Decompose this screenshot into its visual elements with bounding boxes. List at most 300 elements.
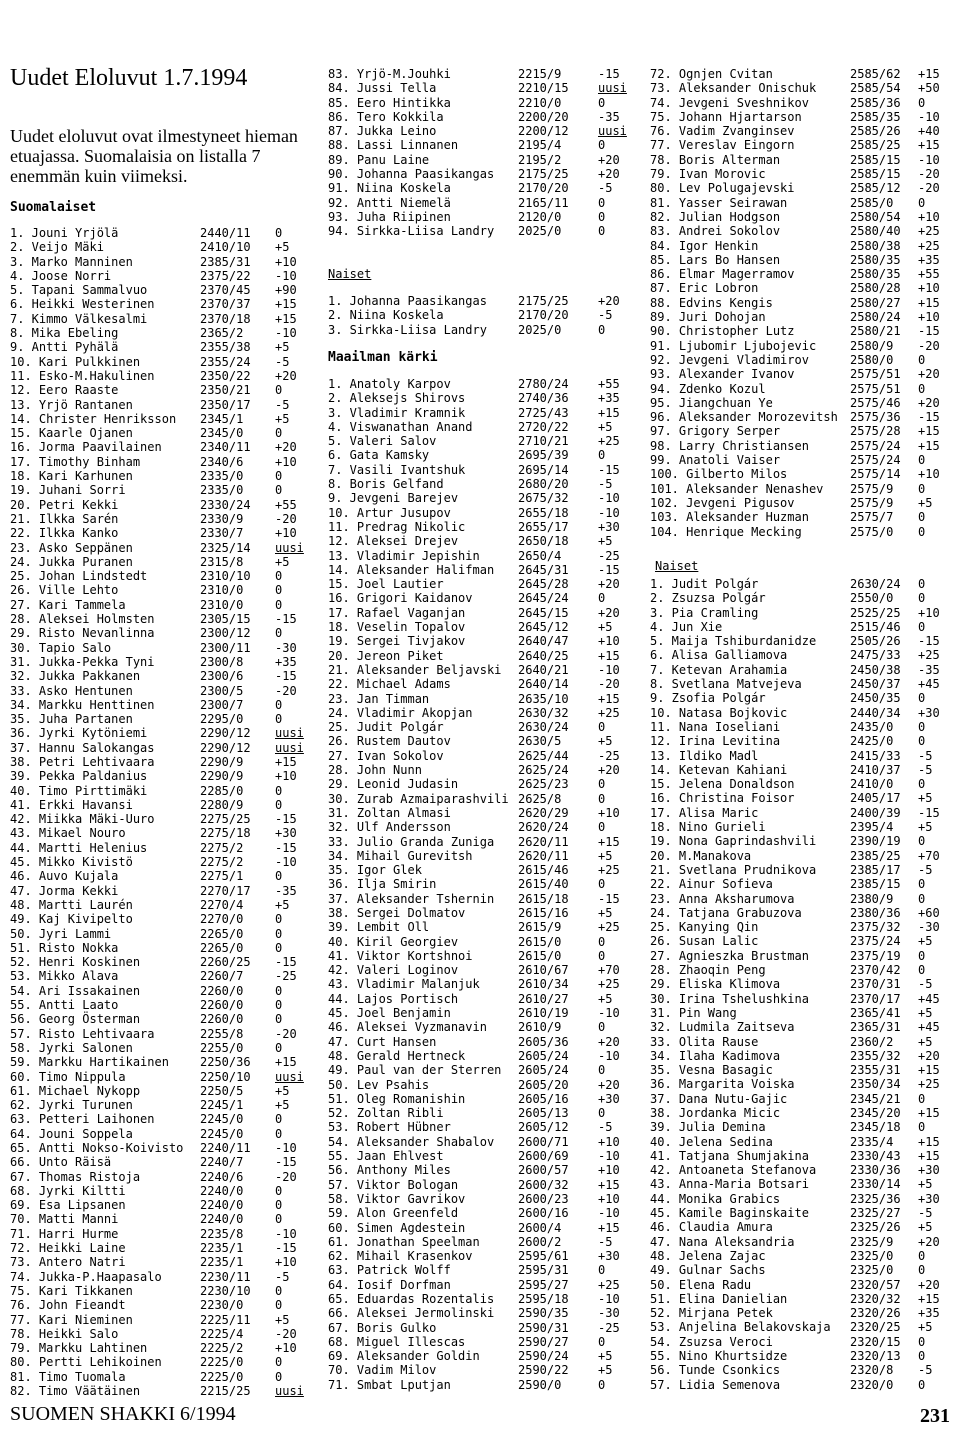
rating-change: -15: [918, 410, 940, 425]
rating-games: 2375/24: [850, 934, 901, 949]
player-name: 27. Agnieszka Brustman: [650, 948, 809, 963]
rating-change: +10: [275, 1255, 297, 1270]
table-row: [328, 877, 638, 891]
table-row: [328, 820, 638, 834]
table-row: [328, 634, 638, 648]
table-row: [650, 1306, 955, 1320]
player-name: 83. Yrjö-M.Jouhki: [328, 67, 451, 81]
table-row: [10, 669, 310, 683]
table-row: [328, 67, 638, 81]
rating-change: 0: [598, 195, 606, 210]
rating-change: +70: [598, 963, 620, 978]
world-top-list-continued: [650, 67, 955, 539]
table-row: [10, 612, 310, 626]
rating-games: 2165/11: [518, 195, 569, 210]
rating-games: 2595/27: [518, 1277, 569, 1292]
player-name: 104. Henrique Mecking: [650, 524, 802, 539]
player-name: 92. Antti Niemelä: [328, 195, 451, 210]
rating-change: 0: [275, 1040, 283, 1055]
rating-games: 2720/22: [518, 419, 569, 434]
rating-change: +5: [598, 620, 613, 635]
rating-change: +5: [598, 991, 613, 1006]
rating-games: 2410/37: [850, 762, 901, 777]
table-row: [10, 1127, 310, 1141]
player-name: 93. Alexander Ivanov: [650, 367, 795, 382]
player-name: 7. Vasili Ivantshuk: [328, 462, 466, 477]
table-row: [328, 153, 638, 167]
player-name: 20. Jereon Piket: [328, 648, 444, 663]
rating-games: 2400/39: [850, 805, 901, 820]
rating-games: 2245/0: [200, 1112, 244, 1127]
player-name: 51. Elina Danielian: [650, 1291, 788, 1306]
rating-games: 2615/9: [518, 920, 562, 935]
player-name: 20. Petri Kekki: [10, 497, 119, 512]
rating-games: 2225/11: [200, 1312, 251, 1327]
table-row: [10, 326, 310, 340]
table-row: [10, 1055, 310, 1069]
rating-games: 2300/5: [200, 683, 244, 698]
table-row: [10, 1141, 310, 1155]
player-name: 26. Rustem Dautov: [328, 734, 451, 749]
player-name: 43. Mikael Nouro: [10, 826, 126, 841]
rating-games: 2170/20: [518, 181, 569, 196]
rating-games: 2620/11: [518, 834, 569, 849]
rating-games: 2780/24: [518, 377, 569, 391]
player-name: 19. Juhani Sorri: [10, 483, 126, 498]
rating-games: 2605/20: [518, 1077, 569, 1092]
rating-games: 2250/10: [200, 1069, 251, 1084]
table-row: [328, 520, 638, 534]
player-name: 91. Niina Koskela: [328, 181, 451, 196]
rating-games: 2280/9: [200, 797, 244, 812]
table-row: [10, 583, 310, 597]
rating-change: uusi: [275, 1384, 304, 1399]
table-row: [650, 67, 955, 81]
rating-change: +5: [598, 1363, 613, 1378]
table-row: [328, 1092, 638, 1106]
table-row: [650, 877, 955, 891]
rating-games: 2365/31: [850, 1020, 901, 1035]
table-row: [10, 469, 310, 483]
rating-change: -20: [275, 1026, 297, 1041]
player-name: 51. Risto Nokka: [10, 940, 119, 955]
rating-games: 2580/38: [850, 238, 901, 253]
rating-change: +25: [598, 705, 620, 720]
player-name: 47. Curt Hansen: [328, 1034, 437, 1049]
rating-change: 0: [918, 381, 926, 396]
rating-change: -25: [275, 969, 297, 984]
rating-change: 0: [918, 1349, 926, 1364]
table-row: [10, 984, 310, 998]
table-row: [328, 1335, 638, 1349]
player-name: 48. Jelena Zajac: [650, 1248, 766, 1263]
rating-change: +20: [598, 1034, 620, 1049]
table-row: [10, 826, 310, 840]
rating-games: 2295/0: [200, 712, 244, 727]
table-row: [650, 591, 955, 605]
rating-games: 2595/31: [518, 1263, 569, 1278]
player-name: 9. Jevgeni Barejev: [328, 491, 459, 506]
rating-change: -15: [598, 462, 620, 477]
table-row: [328, 1178, 638, 1192]
table-row: [650, 1349, 955, 1363]
rating-games: 2310/0: [200, 583, 244, 598]
table-row: [650, 806, 955, 820]
player-name: 40. Jelena Sedina: [650, 1134, 773, 1149]
table-row: [650, 1378, 955, 1392]
player-name: 8. Svetlana Matvejeva: [650, 677, 802, 692]
rating-games: 2595/61: [518, 1249, 569, 1264]
table-row: [10, 1112, 310, 1126]
rating-change: 0: [275, 998, 283, 1013]
rating-games: 2585/36: [850, 95, 901, 110]
rating-change: uusi: [275, 740, 304, 755]
rating-change: -5: [598, 181, 613, 196]
table-row: [10, 383, 310, 397]
rating-change: +25: [918, 238, 940, 253]
table-row: [328, 167, 638, 181]
rating-games: 2405/17: [850, 791, 901, 806]
rating-games: 2585/26: [850, 124, 901, 139]
player-name: 55. Jaan Ehlvest: [328, 1149, 444, 1164]
rating-change: -15: [598, 67, 620, 81]
table-row: [650, 849, 955, 863]
rating-games: 2330/9: [200, 511, 244, 526]
rating-games: 2255/0: [200, 1040, 244, 1055]
rating-change: -25: [598, 748, 620, 763]
table-row: [328, 720, 638, 734]
rating-games: 2285/0: [200, 783, 244, 798]
rating-games: 2645/31: [518, 562, 569, 577]
rating-games: 2710/21: [518, 434, 569, 449]
player-name: 25. Kanying Qin: [650, 920, 759, 935]
player-name: 43. Vladimir Malanjuk: [328, 977, 480, 992]
player-name: 29. Risto Nevanlinna: [10, 626, 155, 641]
table-row: [10, 1298, 310, 1312]
player-name: 48. Martti Laurén: [10, 897, 133, 912]
rating-change: +10: [275, 1341, 297, 1356]
table-row: [650, 577, 955, 591]
player-name: 66. Unto Räisä: [10, 1155, 112, 1170]
table-row: [650, 181, 955, 195]
table-row: [650, 1063, 955, 1077]
player-name: 4. Joose Norri: [10, 268, 112, 283]
table-row: [650, 296, 955, 310]
rating-change: -5: [918, 748, 933, 763]
rating-change: +10: [275, 254, 297, 269]
table-row: [10, 455, 310, 469]
rating-games: 2325/36: [850, 1191, 901, 1206]
table-row: [10, 726, 310, 740]
rating-games: 2525/25: [850, 605, 901, 620]
rating-games: 2440/11: [200, 226, 251, 240]
rating-change: +45: [918, 677, 940, 692]
rating-change: 0: [275, 1012, 283, 1027]
player-name: 32. Ludmila Zaitseva: [650, 1020, 795, 1035]
rating-change: +5: [275, 554, 290, 569]
rating-change: -15: [275, 669, 297, 684]
table-row: [328, 1278, 638, 1292]
table-row: [328, 391, 638, 405]
player-name: 29. Leonid Judasin: [328, 777, 459, 792]
rating-games: 2425/0: [850, 734, 894, 749]
table-row: [10, 240, 310, 254]
rating-games: 2300/12: [200, 626, 251, 641]
table-row: [10, 1027, 310, 1041]
table-row: [328, 434, 638, 448]
rating-games: 2655/17: [518, 519, 569, 534]
rating-change: +25: [598, 863, 620, 878]
rating-change: -10: [598, 1149, 620, 1164]
player-name: 35. Juha Partanen: [10, 712, 133, 727]
rating-games: 2335/0: [200, 469, 244, 484]
rating-change: -10: [598, 505, 620, 520]
rating-games: 2635/10: [518, 691, 569, 706]
rating-change: +45: [918, 991, 940, 1006]
rating-games: 2375/22: [200, 268, 251, 283]
player-name: 65. Eduardas Rozentalis: [328, 1292, 495, 1306]
rating-games: 2300/8: [200, 654, 244, 669]
player-name: 48. Gerald Hertneck: [328, 1048, 466, 1063]
player-name: 13. Vladimir Jepishin: [328, 548, 480, 563]
player-name: 5. Maija Tshiburdanidze: [650, 634, 817, 649]
rating-games: 2380/36: [850, 905, 901, 920]
rating-games: 2645/24: [518, 591, 569, 606]
rating-games: 2300/11: [200, 640, 251, 655]
rating-change: 0: [275, 1298, 283, 1313]
player-name: 38. Sergei Dolmatov: [328, 905, 466, 920]
rating-games: 2260/0: [200, 983, 244, 998]
player-name: 30. Zurab Azmaiparashvili: [328, 791, 509, 806]
table-row: [10, 483, 310, 497]
table-row: [650, 920, 955, 934]
player-name: 52. Mirjana Petek: [650, 1306, 773, 1321]
rating-change: 0: [598, 1020, 606, 1035]
rating-games: 2240/11: [200, 1141, 251, 1155]
player-name: 18. Veselin Topalov: [328, 620, 466, 635]
rating-games: 2600/16: [518, 1206, 569, 1221]
table-row: [650, 863, 955, 877]
rating-change: 0: [275, 426, 283, 441]
rating-change: +45: [918, 1020, 940, 1035]
rating-change: +15: [598, 405, 620, 420]
table-row: [650, 777, 955, 791]
rating-change: +15: [918, 1063, 940, 1078]
player-name: 14. Ketevan Kahiani: [650, 762, 788, 777]
rating-games: 2215/9: [518, 67, 562, 81]
rating-change: +10: [598, 634, 620, 649]
rating-games: 2680/20: [518, 477, 569, 492]
player-name: 90. Christopher Lutz: [650, 324, 795, 339]
table-row: [328, 892, 638, 906]
rating-change: -15: [598, 562, 620, 577]
table-row: [10, 898, 310, 912]
table-row: [328, 406, 638, 420]
rating-games: 2270/0: [200, 912, 244, 927]
player-name: 59. Alon Greenfeld: [328, 1206, 459, 1221]
rating-change: +15: [275, 311, 297, 326]
rating-change: +15: [918, 1291, 940, 1306]
rating-games: 2320/0: [850, 1377, 894, 1392]
rating-games: 2450/35: [850, 691, 901, 706]
rating-change: +10: [275, 454, 297, 469]
rating-change: 0: [275, 569, 283, 584]
player-name: 40. Timo Pirttimäki: [10, 783, 148, 798]
rating-change: 0: [598, 1263, 606, 1278]
table-row: [10, 1313, 310, 1327]
player-name: 2. Veijo Mäki: [10, 240, 104, 255]
player-name: 68. Miguel Illescas: [328, 1334, 466, 1349]
table-row: [328, 963, 638, 977]
rating-change: +15: [918, 424, 940, 439]
heading-world-top: Maailman kärki: [328, 350, 438, 365]
rating-change: +10: [918, 605, 940, 620]
rating-change: +15: [918, 295, 940, 310]
table-row: [328, 463, 638, 477]
player-name: 2. Aleksejs Shirovs: [328, 391, 466, 406]
table-row: [650, 482, 955, 496]
rating-change: 0: [275, 383, 283, 398]
player-name: 54. Zsuzsa Veroci: [650, 1334, 773, 1349]
rating-games: 2610/67: [518, 963, 569, 978]
player-name: 79. Ivan Morovic: [650, 167, 766, 182]
rating-games: 2640/21: [518, 662, 569, 677]
rating-games: 2320/13: [850, 1349, 901, 1364]
rating-games: 2580/21: [850, 324, 901, 339]
rating-change: -5: [598, 308, 613, 323]
rating-games: 2605/16: [518, 1091, 569, 1106]
player-name: 87. Eric Lobron: [650, 281, 759, 296]
rating-change: +5: [275, 411, 290, 426]
player-name: 103. Aleksander Huzman: [650, 510, 809, 525]
player-name: 90. Johanna Paasikangas: [328, 167, 495, 182]
table-row: [10, 555, 310, 569]
rating-games: 2600/57: [518, 1163, 569, 1178]
player-name: 60. Simen Agdestein: [328, 1220, 466, 1235]
rating-change: -10: [918, 109, 940, 124]
rating-change: +15: [598, 1220, 620, 1235]
table-row: [650, 663, 955, 677]
player-name: 22. Ainur Sofieva: [650, 877, 773, 892]
player-name: 30. Irina Tshelushkina: [650, 991, 809, 1006]
table-row: [650, 196, 955, 210]
rating-change: +10: [598, 1134, 620, 1149]
rating-change: +25: [918, 648, 940, 663]
rating-games: 2355/38: [200, 340, 251, 355]
player-name: 53. Mikko Alava: [10, 969, 119, 984]
rating-change: +20: [598, 763, 620, 778]
rating-change: +5: [918, 495, 933, 510]
heading-finns: Suomalaiset: [10, 200, 97, 215]
rating-change: +20: [598, 152, 620, 167]
player-name: 65. Antti Nokso-Koivisto: [10, 1141, 184, 1155]
table-row: [650, 949, 955, 963]
table-row: [10, 1012, 310, 1026]
table-row: [10, 1198, 310, 1212]
rating-games: 2200/12: [518, 124, 569, 139]
player-name: 36. Ilja Smirin: [328, 877, 437, 892]
rating-games: 2575/24: [850, 453, 901, 468]
rating-games: 2370/17: [850, 991, 901, 1006]
rating-games: 2625/24: [518, 763, 569, 778]
rating-change: +20: [918, 395, 940, 410]
rating-games: 2590/31: [518, 1320, 569, 1335]
player-name: 71. Smbat Lputjan: [328, 1377, 451, 1392]
rating-change: -5: [275, 1269, 290, 1284]
rating-change: +5: [275, 340, 290, 355]
rating-change: 0: [918, 577, 926, 591]
rating-games: 2370/37: [200, 297, 251, 312]
player-name: 9. Zsofia Polgár: [650, 691, 766, 706]
table-row: [10, 1041, 310, 1055]
player-name: 44. Martti Helenius: [10, 840, 148, 855]
rating-games: 2590/24: [518, 1349, 569, 1364]
table-row: [328, 692, 638, 706]
rating-games: 2320/25: [850, 1320, 901, 1335]
player-name: 44. Lajos Portisch: [328, 991, 459, 1006]
table-row: [328, 1149, 638, 1163]
rating-games: 2410/10: [200, 240, 251, 255]
rating-change: +20: [598, 1077, 620, 1092]
table-row: [10, 784, 310, 798]
player-name: 66. Aleksei Jermolinski: [328, 1306, 495, 1321]
rating-change: -20: [918, 167, 940, 182]
rating-games: 2595/18: [518, 1292, 569, 1306]
rating-games: 2575/51: [850, 381, 901, 396]
table-row: [328, 210, 638, 224]
table-row: [10, 1355, 310, 1369]
rating-change: 0: [275, 1283, 283, 1298]
rating-games: 2600/23: [518, 1191, 569, 1206]
rating-games: 2390/19: [850, 834, 901, 849]
rating-games: 2605/12: [518, 1120, 569, 1135]
rating-change: -10: [275, 1141, 297, 1155]
rating-games: 2410/0: [850, 777, 894, 792]
rating-change: uusi: [275, 726, 304, 741]
player-name: 76. Vadim Zvanginsev: [650, 124, 795, 139]
player-name: 53. Anjelina Belakovskaja: [650, 1320, 831, 1335]
player-name: 2. Zsuzsa Polgár: [650, 591, 766, 606]
rating-games: 2345/1: [200, 411, 244, 426]
table-row: [328, 1221, 638, 1235]
table-row: [650, 510, 955, 524]
rating-change: +60: [918, 905, 940, 920]
rating-games: 2645/28: [518, 577, 569, 592]
player-name: 13. Ildiko Madl: [650, 748, 759, 763]
rating-games: 2325/27: [850, 1206, 901, 1221]
rating-change: -10: [598, 1206, 620, 1221]
rating-change: 0: [598, 948, 606, 963]
rating-change: +5: [918, 1034, 933, 1049]
table-row: [10, 1284, 310, 1298]
rating-change: +15: [918, 438, 940, 453]
rating-change: 0: [598, 95, 606, 110]
table-row: [10, 312, 310, 326]
rating-games: 2695/14: [518, 462, 569, 477]
table-row: [10, 641, 310, 655]
rating-change: +30: [918, 1163, 940, 1178]
player-name: 37. Aleksander Tshernin: [328, 891, 495, 906]
player-name: 25. Judit Polgár: [328, 720, 444, 735]
rating-change: +5: [598, 534, 613, 549]
player-name: 37. Dana Nutu-Gajic: [650, 1091, 788, 1106]
rating-games: 2305/15: [200, 612, 251, 627]
table-row: [10, 541, 310, 555]
rating-games: 2170/20: [518, 308, 569, 323]
rating-games: 2250/36: [200, 1055, 251, 1070]
player-name: 20. M.Manakova: [650, 848, 752, 863]
finnish-ratings-list-continued: [328, 67, 638, 239]
